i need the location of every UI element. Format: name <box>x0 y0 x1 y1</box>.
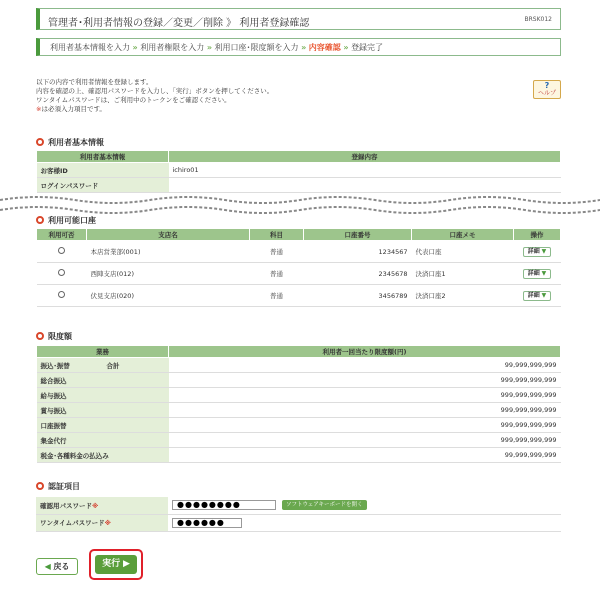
table-row <box>36 514 561 531</box>
software-keyboard-button[interactable]: ソフトウェアキーボードを開く <box>282 500 367 510</box>
intro-line: 以下の内容で利用者情報を登録します。 <box>36 78 153 86</box>
column-header: 口座メモ <box>412 229 514 241</box>
auth-input-cell <box>168 497 561 514</box>
back-button[interactable] <box>36 558 78 575</box>
limit-label: 総合振込 <box>37 373 169 388</box>
page-title-bar <box>36 8 561 30</box>
section-title: 限度額 <box>48 332 72 341</box>
screen-code: BRSK012 <box>524 16 552 23</box>
section-bullet-icon <box>36 216 44 224</box>
limit-value: 999,999,999,999 <box>169 403 561 418</box>
table-row <box>37 388 561 403</box>
execute-highlight-frame <box>89 549 143 580</box>
branch-cell: 本店営業部(001) <box>87 241 250 263</box>
account-memo-cell: 代表口座 <box>412 241 514 263</box>
help-button[interactable] <box>533 80 561 99</box>
step-accounts-limits: 利用口座･限度額を入力 <box>214 43 299 52</box>
required-mark: ※ <box>36 105 42 113</box>
row-label: お客様ID <box>37 163 169 178</box>
limit-label: 口座振替 <box>37 418 169 433</box>
table-row <box>37 163 561 178</box>
detail-label: 詳細 <box>527 247 540 255</box>
step-arrow: » <box>343 43 349 52</box>
detail-label: 詳細 <box>527 291 540 299</box>
account-memo-cell: 決済口座2 <box>412 285 514 307</box>
limit-label: 税金･各種料金の払込み <box>37 448 169 463</box>
section-basic-info <box>36 137 104 148</box>
limit-value: 99,999,999,999 <box>169 448 561 463</box>
confirm-password-label: 確認用パスワード <box>40 501 92 510</box>
required-mark: ※ <box>104 519 111 527</box>
table-row <box>37 358 561 373</box>
auth-table <box>36 497 561 532</box>
column-header: 操作 <box>514 229 561 241</box>
chevron-right-icon: ▶ <box>122 559 130 569</box>
section-bullet-icon <box>36 332 44 340</box>
section-title: 利用可能口座 <box>48 216 96 225</box>
auth-label <box>36 497 168 514</box>
branch-cell: 伏見支店(020) <box>87 285 250 307</box>
account-type-cell: 普通 <box>250 263 304 285</box>
section-title: 利用者基本情報 <box>48 138 104 147</box>
operation-cell <box>514 285 561 307</box>
intro-line: ワンタイムパスワードは、ご利用中のトークンをご確認ください。 <box>36 96 231 104</box>
detail-button[interactable] <box>523 247 551 257</box>
auth-label <box>36 514 168 531</box>
execute-label: 実行 <box>102 559 121 569</box>
intro-line <box>36 105 273 114</box>
table-row <box>37 241 561 263</box>
chevron-down-icon: ▼ <box>541 247 547 255</box>
availability-cell <box>37 241 87 263</box>
step-permissions: 利用者権限を入力 <box>140 43 205 52</box>
column-header: 利用可否 <box>37 229 87 241</box>
section-title: 認証項目 <box>48 482 80 491</box>
step-complete: 登録完了 <box>351 43 384 52</box>
step-arrow: » <box>301 43 307 52</box>
step-basic-info: 利用者基本情報を入力 <box>50 43 130 52</box>
row-label: ログインパスワード <box>37 178 169 193</box>
limit-value: 99,999,999,999 <box>169 358 561 373</box>
detail-label: 詳細 <box>527 269 540 277</box>
help-label: ヘルプ <box>537 90 556 97</box>
back-label: 戻る <box>53 562 70 571</box>
page-title: 管理者･利用者情報の登録／変更／削除 》 利用者登録確認 <box>48 18 310 29</box>
limit-value: 999,999,999,999 <box>169 388 561 403</box>
required-note: は必須入力項目です。 <box>41 105 106 113</box>
section-limits <box>36 331 72 342</box>
table-row <box>37 433 561 448</box>
column-header: 登録内容 <box>169 151 561 163</box>
column-header: 利用者一回当たり限度額(円) <box>169 346 561 358</box>
execute-button[interactable] <box>95 555 137 574</box>
availability-cell <box>37 285 87 307</box>
account-number-cell: 2345678 <box>304 263 412 285</box>
required-mark: ※ <box>92 501 99 510</box>
row-value <box>169 178 561 193</box>
section-bullet-icon <box>36 138 44 146</box>
availability-radio[interactable] <box>58 247 65 254</box>
section-bullet-icon <box>36 482 44 490</box>
table-row <box>36 497 561 514</box>
table-row <box>37 418 561 433</box>
account-type-cell: 普通 <box>250 241 304 263</box>
table-row <box>37 373 561 388</box>
limits-table <box>36 345 561 463</box>
help-icon: ? <box>544 81 550 90</box>
limit-label: 振込･振替 <box>37 358 103 373</box>
account-type-cell: 普通 <box>250 285 304 307</box>
section-auth <box>36 481 80 492</box>
chevron-down-icon: ▼ <box>541 291 547 299</box>
account-number-cell: 1234567 <box>304 241 412 263</box>
intro-text <box>36 78 273 114</box>
table-row <box>37 263 561 285</box>
limit-value: 999,999,999,999 <box>169 373 561 388</box>
basic-info-table <box>36 150 561 193</box>
account-memo-cell: 決済口座1 <box>412 263 514 285</box>
step-arrow: » <box>206 43 212 52</box>
step-confirm-current: 内容確認 <box>308 43 341 52</box>
step-indicator <box>36 38 561 56</box>
availability-radio[interactable] <box>58 291 65 298</box>
chevron-left-icon: ◀ <box>44 562 51 571</box>
table-row <box>37 178 561 193</box>
intro-line: 内容を確認の上、確認用パスワードを入力し、「実行」ボタンを押してください。 <box>36 87 274 95</box>
chevron-down-icon: ▼ <box>541 269 547 277</box>
column-header: 業務 <box>37 346 169 358</box>
table-row <box>37 285 561 307</box>
limit-label: 給与振込 <box>37 388 169 403</box>
detail-button[interactable] <box>523 291 551 301</box>
detail-button[interactable] <box>523 269 551 279</box>
row-value: ichiro01 <box>169 163 561 178</box>
otp-input[interactable]: ●●●●●● <box>172 518 242 528</box>
accounts-table <box>36 228 561 307</box>
availability-cell <box>37 263 87 285</box>
column-header: 利用者基本情報 <box>37 151 169 163</box>
availability-radio[interactable] <box>58 269 65 276</box>
limit-value: 999,999,999,999 <box>169 433 561 448</box>
table-row <box>37 448 561 463</box>
otp-label: ワンタイムパスワード <box>40 519 105 527</box>
column-header: 科目 <box>250 229 304 241</box>
column-header: 口座番号 <box>304 229 412 241</box>
auth-input-cell <box>168 514 561 531</box>
limit-value: 999,999,999,999 <box>169 418 561 433</box>
table-row <box>37 403 561 418</box>
branch-cell: 西陣支店(012) <box>87 263 250 285</box>
operation-cell <box>514 241 561 263</box>
confirm-password-input[interactable]: ●●●●●●●● <box>172 500 276 510</box>
operation-cell <box>514 263 561 285</box>
account-number-cell: 3456789 <box>304 285 412 307</box>
limit-label: 集金代行 <box>37 433 169 448</box>
limit-label: 賞与振込 <box>37 403 169 418</box>
step-arrow: » <box>132 43 138 52</box>
limit-sub-label: 合計 <box>103 358 169 373</box>
section-accounts <box>36 215 96 226</box>
column-header: 支店名 <box>87 229 250 241</box>
